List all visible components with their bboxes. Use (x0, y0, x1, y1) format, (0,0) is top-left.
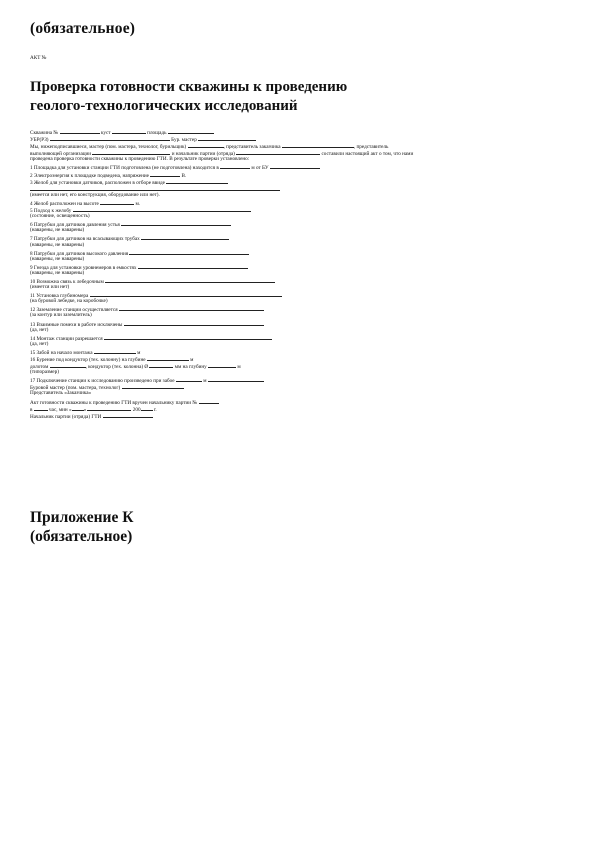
drilling-depth-field[interactable] (147, 355, 189, 361)
party-chief-signature-field[interactable] (103, 412, 153, 418)
conductor-diameter-field[interactable] (149, 362, 173, 368)
day-field[interactable] (72, 405, 84, 411)
form-line (30, 220, 565, 227)
item-12-field[interactable] (119, 305, 264, 311)
item-5-label: 5 Подход к желобу (30, 208, 72, 215)
party-number-field[interactable] (199, 398, 219, 404)
form-line: (типоразмер) (30, 369, 59, 376)
day-close: » (83, 406, 87, 413)
ubr-field[interactable] (50, 135, 170, 141)
form-line (30, 149, 565, 156)
item-1-field[interactable] (270, 163, 320, 169)
form-line (30, 263, 565, 270)
party-chief-label: и начальник партии (отряда) (171, 151, 235, 158)
form-line (30, 163, 565, 170)
item-9-field[interactable] (138, 263, 248, 269)
drill-master-field[interactable] (198, 135, 256, 141)
form-line: проведена проверка готовности скважины к проведению ГТИ. В результате проверки установлено: (30, 156, 250, 163)
item-14-field[interactable] (104, 334, 272, 340)
form-line (30, 277, 565, 284)
item-13-field[interactable] (124, 320, 264, 326)
item-15-label: 15 Забой на начало монтажа (30, 349, 93, 356)
form-line (30, 334, 565, 341)
form-line: (имеется или нет, его конструкция, оборудование или нет). (30, 191, 160, 198)
party-chief-field[interactable] (236, 149, 320, 155)
item-3-label: 3 Желоб для установки датчиков, расположен в отборе ввиде (30, 179, 165, 186)
document-title (30, 78, 347, 116)
item-14-label: 14 Монтаж станции разрешается (30, 335, 103, 342)
form-line (30, 405, 565, 412)
drill-master-signature-label: Буровой мастер (пом. мастера, технолог) (30, 385, 121, 392)
year-field[interactable] (141, 405, 153, 411)
top-heading: (обязательное) (30, 20, 136, 37)
item-6-label: 6 Патрубки для датчиков давления устья (30, 222, 120, 229)
form-line: (да, нет) (30, 340, 49, 347)
form-line (30, 249, 565, 256)
item-10-field[interactable] (105, 277, 275, 283)
item-11-label: 11 Установка глубиномера (30, 293, 89, 300)
form-line (30, 199, 565, 206)
handover-label: Акт готовности скважины к проведению ГТИ вручен начальнику партии № (30, 399, 198, 406)
item-6-field[interactable] (121, 220, 231, 226)
item-1-label: 1 Площадка для установки станции ГТИ подготовлена (не подготовлена) находится в (30, 165, 219, 172)
item-7-label: 7 Патрубки для датчиков на всасывающих трубах (30, 236, 140, 243)
height-unit: м. (135, 200, 141, 207)
org-label: выполняющей организации (30, 151, 92, 158)
time-label: час, мин « (49, 406, 72, 413)
item-16-label: 16 Бурение под кондуктор (тех. колонну) на глубине (30, 357, 146, 363)
form-line (30, 234, 565, 241)
form-line (30, 171, 565, 178)
voltage-unit: В. (181, 172, 187, 179)
form-line (30, 206, 565, 213)
drilling-depth-unit: м (190, 357, 194, 363)
form-line: (наварены, не наварены) (30, 241, 85, 248)
item-17-label: 17 Подключение станции к исследованию произведено при забое (30, 378, 175, 385)
item-7-field[interactable] (141, 234, 229, 240)
appendix-title: Приложение К (30, 509, 134, 526)
bit-label: долотом (30, 364, 49, 371)
pad-field[interactable] (112, 128, 146, 134)
area-label: площадь (147, 130, 167, 136)
form-line: (да, нет) (30, 326, 49, 333)
title-line-2: геолого-технологических исследований (30, 98, 298, 114)
bottom-depth-unit: м (137, 349, 141, 356)
form-line: (наварены, не наварены) (30, 255, 85, 262)
rep-label: , представитель (353, 144, 389, 151)
master-field[interactable] (188, 142, 224, 148)
appendix-heading (30, 508, 133, 546)
area-field[interactable] (168, 128, 214, 134)
form-line: Представитель «Заказчика» (30, 390, 92, 397)
year-prefix: 200 (132, 406, 141, 413)
act-composed-text: составили настоящий акт о том, что нами (321, 151, 414, 158)
form-line (30, 412, 565, 419)
form-line (30, 383, 565, 390)
item-8-field[interactable] (129, 249, 249, 255)
form-line (30, 398, 565, 405)
bottom-depth-field[interactable] (94, 348, 136, 354)
ubr-label: УБР(РЗ) (30, 137, 49, 144)
form-line (30, 135, 565, 142)
time-field[interactable] (34, 405, 48, 411)
form-line (30, 376, 565, 383)
item-1-unit: м от БУ (251, 165, 269, 172)
conductor-depth-field[interactable] (208, 362, 236, 368)
act-number-label: АКТ № (30, 55, 47, 61)
item-9-label: 9 Гнезда для установки уровнемеров в емкостях (30, 264, 137, 271)
item-11-field[interactable] (90, 291, 282, 297)
bit-field[interactable] (50, 362, 86, 368)
conductor-label: , кондуктор (тех. колонна) Ø (85, 364, 149, 371)
item-3-field[interactable] (166, 178, 228, 184)
title-line-1: Проверка готовности скважины к проведению (30, 79, 348, 95)
item-4-label: 4 Желоб расположен на высоте (30, 200, 99, 207)
item-12-label: 12 Заземление станции осуществляется (30, 307, 118, 314)
form-line (30, 142, 565, 149)
item-10-label: 10 Возможна связь к лебедочным (30, 278, 104, 285)
form-line (30, 291, 565, 298)
year-unit: г. (153, 406, 157, 413)
depth-label: мм на глубину (174, 364, 207, 371)
form-line: (на буровой лебедке, на коробочке) (30, 298, 108, 305)
customer-rep-label: , представитель заказчика (223, 144, 281, 151)
drill-master-label: Бур. мастер (171, 137, 197, 144)
voltage-field[interactable] (150, 171, 180, 177)
item-3-field-2[interactable] (30, 185, 280, 191)
height-field[interactable] (100, 199, 134, 205)
item-2-label: 2 Электроэнергия к площадке подведена, напряжение (30, 172, 149, 179)
item-1-distance-field[interactable] (220, 163, 250, 169)
form-line (30, 320, 565, 327)
form-line: (состояние, освещенность) (30, 213, 90, 220)
form-line: (наварены, не наварены) (30, 227, 85, 234)
form-line (30, 348, 565, 355)
form-line (30, 355, 565, 362)
form-line (30, 185, 565, 192)
signatories-text: Мы, нижеподписавшиеся, мастер (пом. мастера, технолог, бурильщик) (30, 144, 187, 151)
conductor-depth-unit: м (237, 364, 241, 371)
act-form (30, 128, 565, 419)
time-prefix: в (30, 406, 33, 413)
item-17-field[interactable] (208, 376, 264, 382)
customer-rep-field[interactable] (282, 142, 354, 148)
form-line: (имеется или нет) (30, 284, 70, 291)
item-8-label: 8 Патрубки для датчиков высокого давления (30, 250, 129, 257)
party-chief-signature-label: Начальник партии (отряда) ГТИ (30, 413, 102, 420)
well-number-field[interactable] (60, 128, 100, 134)
connection-depth-unit: м (203, 378, 207, 385)
form-line (30, 128, 565, 135)
month-field[interactable] (87, 405, 131, 411)
form-line (30, 178, 565, 185)
connection-depth-field[interactable] (176, 376, 202, 382)
well-number-label: Скважина № (30, 130, 59, 136)
drill-master-signature-field[interactable] (122, 383, 184, 389)
form-line: (наварены, не наварены) (30, 269, 85, 276)
form-line (30, 362, 565, 369)
pad-label: куст (100, 130, 111, 136)
item-5-field[interactable] (73, 206, 251, 212)
form-line: (за контур или заземлитель) (30, 312, 92, 319)
org-field[interactable] (92, 149, 170, 155)
item-13-label: 13 Взаимные помехи в работе исключены (30, 321, 123, 328)
appendix-subtitle: (обязательное) (30, 528, 133, 545)
form-line (30, 305, 565, 312)
